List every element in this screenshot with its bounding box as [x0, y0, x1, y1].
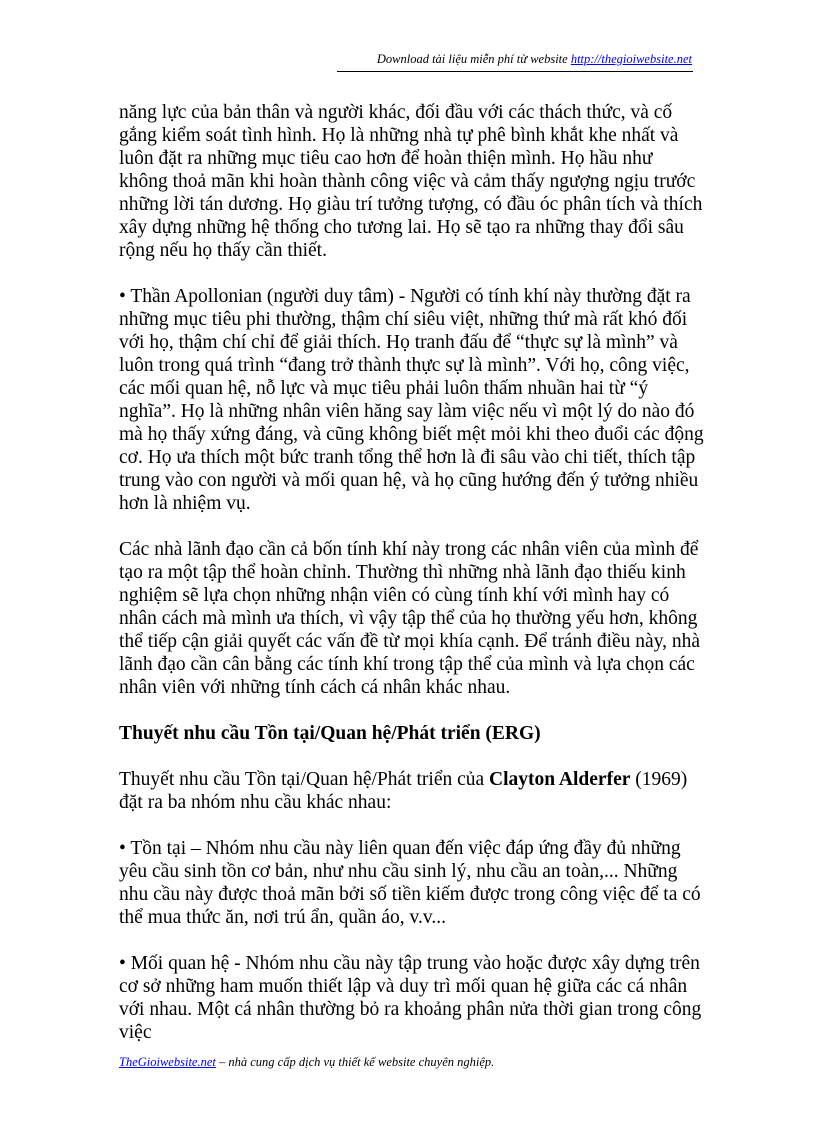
section-heading-erg: Thuyết nhu cầu Tồn tại/Quan hệ/Phát triển (ERG)	[119, 723, 541, 744]
paragraph-erg-intro	[119, 768, 705, 814]
paragraph-rational-temperament-continued: năng lực của bản thân và người khác, đối đầu với các thách thức, và cố gắng kiểm soát tình hình. Họ là những nhà tự phê bình khắt khe nhất và luôn đặt ra những mục tiêu cao hơn để hoàn thiện mình. Họ hầu như không thoả mãn khi hoàn thành công việc và cảm thấy ngượng ngịu trước những lời tán dương. Họ giàu trí tưởng tượng, có đầu óc phân tích và thích xây dựng những hệ thống cho tương lai. Họ sẽ tạo ra những thay đổi sâu rộng nếu họ thấy cần thiết.	[119, 102, 703, 261]
footer-website-link[interactable]: TheGioiwebsite.net	[119, 1055, 216, 1069]
author-name: Clayton Alderfer	[489, 769, 631, 790]
paragraph-leaders-temperaments: Các nhà lãnh đạo cần cả bốn tính khí này trong các nhân viên của mình để tạo ra một tập thể hoàn chỉnh. Thường thì những nhà lãnh đạo thiếu kinh nghiệm sẽ lựa chọn những nhận viên có cùng tính khí với mình hay có nhân cách mà mình ưa thích, vì vậy tập thể của họ thường yếu hơn, không thể tiếp cận giải quyết các vấn đề từ mọi khía cạnh. Để tránh điều này, nhà lãnh đạo cần cân bằng các tính khí trong tập thể của mình và lựa chọn các nhân viên với những tính cách cá nhân khác nhau.	[119, 539, 701, 698]
paragraph-relatedness: • Mối quan hệ - Nhóm nhu cầu này tập trung vào hoặc được xây dựng trên cơ sở những ham muốn thiết lập và duy trì mối quan hệ giữa các cá nhân với nhau. Một cá nhân thường bỏ ra khoảng phân nửa thời gian trong công việc	[119, 953, 702, 1043]
header-website-link[interactable]: http://thegioiwebsite.net	[570, 52, 692, 66]
header-text: Download tài liệu miễn phí từ website	[376, 52, 571, 66]
page-header	[377, 52, 692, 67]
document-body	[119, 101, 705, 1067]
erg-intro-text-end: (1969) đặt ra ba nhóm nhu cầu khác nhau:	[119, 769, 688, 813]
header-divider	[337, 71, 693, 72]
footer-text: – nhà cung cấp dịch vụ thiết kế website chuyên nghiệp.	[215, 1055, 495, 1069]
page-footer	[119, 1055, 494, 1070]
paragraph-existence: • Tồn tại – Nhóm nhu cầu này liên quan đến việc đáp ứng đầy đủ những yêu cầu sinh tồn cơ bản, như nhu cầu sinh lý, nhu cầu an toàn,... Những nhu cầu này được thoả mãn bởi số tiền kiếm được trong công việc để ta có thể mua thức ăn, nơi trú ẩn, quần áo, v.v...	[119, 838, 701, 928]
paragraph-apollonian: • Thần Apollonian (người duy tâm) - Người có tính khí này thường đặt ra những mục tiêu phi thường, thậm chí siêu việt, những thứ mà rất khó đối với họ, thậm chí chỉ để giải thích. Họ tranh đấu để “thực sự là mình” và luôn trong quá trình “đang trở thành thực sự là mình”. Với họ, công việc, các mối quan hệ, nỗ lực và mục tiêu phải luôn thấm nhuần hai từ “ý nghĩa”. Họ là những nhân viên hăng say làm việc nếu vì một lý do nào đó mà họ thấy xứng đáng, và cũng không biết mệt mỏi khi theo đuổi các động cơ. Họ ưa thích một bức tranh tổng thể hơn là đi sâu vào chi tiết, thích tập trung vào con người và mối quan hệ, và họ cũng hướng đến ý tưởng nhiều hơn là nhiệm vụ.	[119, 286, 704, 514]
erg-intro-text: Thuyết nhu cầu Tồn tại/Quan hệ/Phát triển của	[119, 769, 490, 790]
